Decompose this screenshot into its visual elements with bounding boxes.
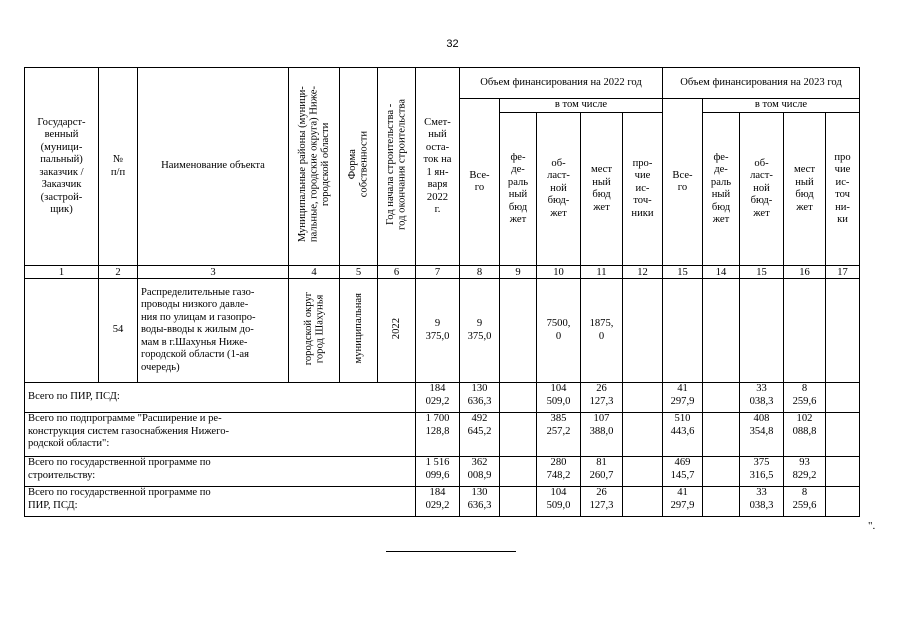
page-number: 32 <box>446 38 459 50</box>
other-2023 <box>826 457 860 487</box>
regional-2023: 33 038,3 <box>740 383 784 413</box>
column-number: 12 <box>623 266 663 279</box>
header-other-2022: про- чие ис- точ- ники <box>623 113 663 266</box>
column-number-row <box>25 266 860 279</box>
column-number: 15 <box>740 266 784 279</box>
header-fin-2022: Объем финансирования на 2022 год <box>460 68 663 99</box>
total-label: Всего по государственной программе по строительству: <box>25 457 416 487</box>
other-2023 <box>826 487 860 517</box>
header-ownership: Форма собственности <box>340 68 378 266</box>
total-2023: 469 145,7 <box>663 457 703 487</box>
column-number: 15 <box>663 266 703 279</box>
other-2023 <box>826 413 860 457</box>
object-total-2023 <box>663 279 703 383</box>
total-2022: 130 636,3 <box>460 487 500 517</box>
total-2022: 492 645,2 <box>460 413 500 457</box>
header-federal-2022: фе- де- раль ный бюд жет <box>500 113 537 266</box>
header-fin-2023: Объем финансирования на 2023 год <box>663 68 860 99</box>
header-regional-2022: об- ласт- ной бюд- жет <box>537 113 581 266</box>
total-row <box>25 413 860 457</box>
object-regional-2022: 7500, 0 <box>537 279 581 383</box>
header-customer: Государст- венный (муници- пальный) заказчик / Заказчик (застрой- щик) <box>25 68 99 266</box>
object-num: 54 <box>99 279 138 383</box>
regional-2023: 408 354,8 <box>740 413 784 457</box>
total-label: Всего по государственной программе по ПИР, ПСД: <box>25 487 416 517</box>
total-row <box>25 487 860 517</box>
column-number: 3 <box>138 266 289 279</box>
local-2023: 8 259,6 <box>784 383 826 413</box>
header-districts: Муниципальные районы (муници- пальные, городские округа) Ниже- городской области <box>289 68 340 266</box>
federal-2023 <box>703 487 740 517</box>
other-2023 <box>826 383 860 413</box>
header-estimate: Смет- ный оста- ток на 1 ян- варя 2022 г. <box>416 68 460 266</box>
header-regional-2023: об- ласт- ной бюд- жет <box>740 113 784 266</box>
header-years: Год начала строительства - год окончания строительства <box>378 68 416 266</box>
object-name: Распределительные газо- проводы низкого давле- ния по улицам и газопро- воды-вводы к жилым до- мам в г.Шахунья Ниже- городской области (1-ая очередь) <box>138 279 289 383</box>
total-label: Всего по ПИР, ПСД: <box>25 383 416 413</box>
regional-2022: 280 748,2 <box>537 457 581 487</box>
column-number: 16 <box>784 266 826 279</box>
object-local-2022: 1875, 0 <box>581 279 623 383</box>
total-row <box>25 457 860 487</box>
total-estimate: 1 700 128,8 <box>416 413 460 457</box>
regional-2023: 375 316,5 <box>740 457 784 487</box>
column-number: 14 <box>703 266 740 279</box>
total-2022: 130 636,3 <box>460 383 500 413</box>
total-estimate: 1 516 099,6 <box>416 457 460 487</box>
header-including-2023: в том числе <box>703 99 860 113</box>
regional-2022: 104 509,0 <box>537 383 581 413</box>
total-estimate: 184 029,2 <box>416 383 460 413</box>
column-number: 7 <box>416 266 460 279</box>
total-2022: 362 008,9 <box>460 457 500 487</box>
object-total-2022: 9 375,0 <box>460 279 500 383</box>
column-number: 6 <box>378 266 416 279</box>
column-number: 8 <box>460 266 500 279</box>
total-2023: 41 297,9 <box>663 487 703 517</box>
divider-line <box>386 551 516 552</box>
object-other-2022 <box>623 279 663 383</box>
object-district: городской округ город Шахунья <box>289 279 340 383</box>
local-2023: 93 829,2 <box>784 457 826 487</box>
federal-2022 <box>500 383 537 413</box>
total-row <box>25 383 860 413</box>
object-other-2023 <box>826 279 860 383</box>
header-other-2023: про чие ис- точ ни- ки <box>826 113 860 266</box>
column-number: 9 <box>500 266 537 279</box>
header-total-2022: Все- го <box>460 99 500 266</box>
object-federal-2022 <box>500 279 537 383</box>
header-including-2022: в том числе <box>500 99 663 113</box>
object-estimate: 9 375,0 <box>416 279 460 383</box>
financing-table <box>24 67 860 517</box>
total-2023: 41 297,9 <box>663 383 703 413</box>
local-2022: 26 127,3 <box>581 383 623 413</box>
regional-2023: 33 038,3 <box>740 487 784 517</box>
column-number: 11 <box>581 266 623 279</box>
object-row <box>25 279 860 383</box>
object-local-2023 <box>784 279 826 383</box>
header-total-2023: Все- го <box>663 99 703 266</box>
other-2022 <box>623 413 663 457</box>
regional-2022: 385 257,2 <box>537 413 581 457</box>
closing-quote: ". <box>868 520 876 532</box>
object-customer <box>25 279 99 383</box>
federal-2023 <box>703 457 740 487</box>
regional-2022: 104 509,0 <box>537 487 581 517</box>
local-2023: 8 259,6 <box>784 487 826 517</box>
object-ownership: муниципальная <box>340 279 378 383</box>
column-number: 5 <box>340 266 378 279</box>
local-2022: 107 388,0 <box>581 413 623 457</box>
federal-2023 <box>703 413 740 457</box>
header-row-1 <box>25 68 860 99</box>
federal-2023 <box>703 383 740 413</box>
local-2022: 26 127,3 <box>581 487 623 517</box>
federal-2022 <box>500 487 537 517</box>
total-label: Всего по подпрограмме "Расширение и ре- конструкция систем газоснабжения Нижего- родской области": <box>25 413 416 457</box>
header-local-2023: мест ный бюд жет <box>784 113 826 266</box>
other-2022 <box>623 487 663 517</box>
total-2023: 510 443,6 <box>663 413 703 457</box>
header-federal-2023: фе- де- раль ный бюд жет <box>703 113 740 266</box>
header-num: № п/п <box>99 68 138 266</box>
column-number: 2 <box>99 266 138 279</box>
other-2022 <box>623 383 663 413</box>
object-years: 2022 <box>378 279 416 383</box>
header-object-name: Наименование объекта <box>138 68 289 266</box>
object-regional-2023 <box>740 279 784 383</box>
header-local-2022: мест ный бюд жет <box>581 113 623 266</box>
object-federal-2023 <box>703 279 740 383</box>
other-2022 <box>623 457 663 487</box>
local-2022: 81 260,7 <box>581 457 623 487</box>
column-number: 1 <box>25 266 99 279</box>
column-number: 17 <box>826 266 860 279</box>
column-number: 4 <box>289 266 340 279</box>
federal-2022 <box>500 457 537 487</box>
total-estimate: 184 029,2 <box>416 487 460 517</box>
column-number: 10 <box>537 266 581 279</box>
local-2023: 102 088,8 <box>784 413 826 457</box>
federal-2022 <box>500 413 537 457</box>
